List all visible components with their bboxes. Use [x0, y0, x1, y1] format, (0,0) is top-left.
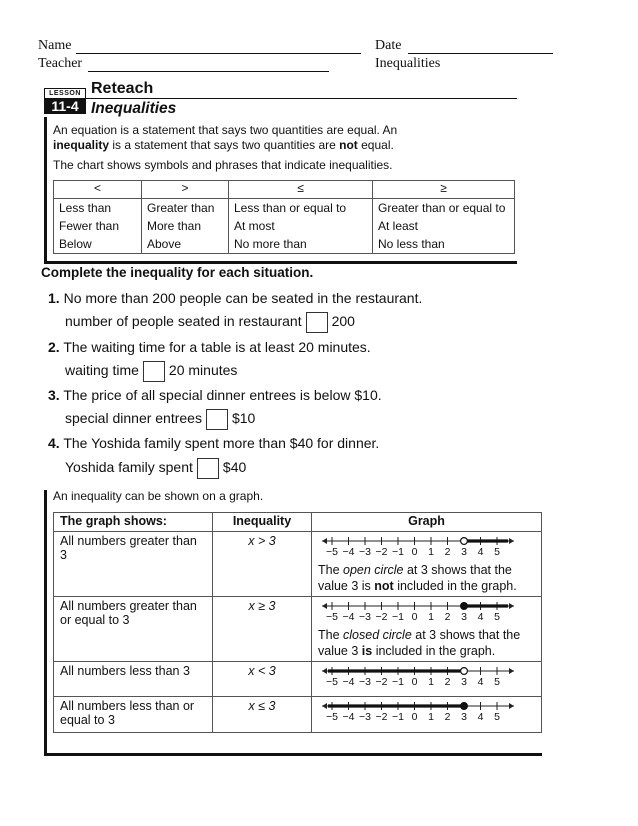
tick-label: −5: [326, 546, 338, 558]
phrase-cell: Greater than More than Above: [142, 199, 229, 254]
graph-table: [53, 512, 542, 733]
tick-label: 0: [411, 546, 418, 558]
tick-label: 1: [428, 676, 434, 688]
tick-label: −5: [326, 711, 338, 723]
tick-label: 4: [477, 611, 484, 623]
exercise-answer-4: Yoshida family spent $40: [65, 458, 246, 479]
name-label: Name: [38, 38, 72, 53]
tick-label: 5: [494, 611, 500, 623]
tick-label: 3: [461, 546, 467, 558]
graph-desc: All numbers less than 3: [54, 662, 213, 697]
symbol-less: <: [54, 181, 142, 199]
exercise-item-2: 2. The waiting time for a table is at least 20 minutes.: [48, 339, 371, 355]
graph-cell: [312, 597, 542, 662]
tick-label: −3: [359, 711, 371, 723]
lesson-badge: [44, 88, 86, 114]
graph-row: [54, 697, 542, 733]
symbol-less-equal: ≤: [229, 181, 373, 199]
tick-label: 0: [411, 611, 418, 623]
tick-label: −4: [342, 711, 355, 723]
symbol-phrases-row: [54, 199, 515, 254]
arrow-left: [322, 603, 327, 609]
lesson-number: 11-4: [44, 99, 86, 114]
answer-box-2[interactable]: [143, 361, 165, 382]
arrow-right: [509, 538, 514, 544]
symbol-header-row: [54, 181, 515, 199]
lesson-title: Reteach: [91, 80, 154, 97]
tick-label: 3: [461, 611, 467, 623]
tick-label: 5: [494, 711, 500, 723]
symbol-greater-equal: ≥: [373, 181, 515, 199]
tick-label: −1: [392, 546, 404, 558]
tick-label: −5: [326, 611, 338, 623]
exercise-answer-1: number of people seated in restaurant 200: [65, 312, 355, 333]
number-line-3: [318, 664, 518, 688]
exercise-item-3: 3. The price of all special dinner entrees is below $10.: [48, 387, 382, 403]
intro-paragraph: [53, 123, 513, 153]
graph-col-graph: Graph: [312, 513, 542, 532]
number-line-4: [318, 699, 518, 723]
tick-label: −2: [375, 546, 388, 558]
tick-label: −1: [392, 711, 404, 723]
tick-label: −4: [342, 611, 355, 623]
graph-col-shows: The graph shows:: [54, 513, 213, 532]
closed-circle: [461, 603, 468, 610]
graph-row: [54, 597, 542, 662]
tick-label: 2: [444, 546, 451, 558]
date-line[interactable]: [408, 53, 553, 54]
tick-label: −2: [375, 611, 388, 623]
phrase-cell: Less than or equal to At most No more than: [229, 199, 373, 254]
tick-label: 4: [477, 546, 484, 558]
inequality-term: inequality: [53, 138, 110, 152]
tick-label: 3: [461, 676, 467, 688]
number-line-2: [318, 599, 518, 623]
tick-label: 1: [428, 611, 434, 623]
reteach-frame-bottom: [44, 261, 517, 264]
tick-label: −3: [359, 676, 371, 688]
arrow-right: [509, 703, 514, 709]
graph-header-row: [54, 513, 542, 532]
reteach-frame-left: [44, 117, 47, 263]
lesson-subtitle: Inequalities: [91, 100, 177, 117]
exercise-item-1: 1. No more than 200 people can be seated in the restaurant.: [48, 290, 423, 306]
answer-box-1[interactable]: [306, 312, 328, 333]
tick-label: 2: [444, 711, 451, 723]
phrase-cell: Less than Fewer than Below: [54, 199, 142, 254]
symbol-table: [53, 180, 515, 254]
teacher-label: Teacher: [38, 56, 83, 71]
tick-label: 2: [444, 611, 451, 623]
exercise-answer-2: waiting time 20 minutes: [65, 361, 237, 382]
tick-label: −5: [326, 676, 338, 688]
graph-col-inequality: Inequality: [213, 513, 312, 532]
banner-rule: [44, 98, 517, 99]
graph-inequality: x > 3: [213, 532, 312, 597]
lesson-tag: LESSON: [44, 88, 86, 99]
tick-label: −4: [342, 676, 355, 688]
tick-label: −1: [392, 676, 404, 688]
graph-note-1: The open circle at 3 shows that the value 3 is not included in the graph.: [318, 563, 517, 593]
tick-label: 5: [494, 676, 500, 688]
tick-label: −2: [375, 711, 388, 723]
teacher-line[interactable]: [88, 71, 329, 72]
graph-row: [54, 662, 542, 697]
graph-note-2: The closed circle at 3 shows that the value 3 is included in the graph.: [318, 628, 521, 658]
subject-label: Inequalities: [375, 56, 441, 71]
intro-line-2: inequality is a statement that says two quantities are not equal.: [53, 138, 394, 152]
chart-intro: The chart shows symbols and phrases that indicate inequalities.: [53, 158, 393, 172]
intro-line-1: An equation is a statement that says two quantities are equal. An: [53, 123, 398, 137]
graph-intro: An inequality can be shown on a graph.: [53, 489, 264, 503]
answer-box-3[interactable]: [206, 409, 228, 430]
number-line-1: [318, 534, 518, 558]
exercise-heading: Complete the inequality for each situation.: [41, 265, 314, 280]
tick-label: 1: [428, 546, 434, 558]
arrow-right: [509, 668, 514, 674]
date-label: Date: [375, 38, 402, 53]
open-circle: [461, 668, 468, 675]
graph-desc: All numbers greater than or equal to 3: [54, 597, 213, 662]
open-circle: [461, 538, 468, 545]
tick-label: 0: [411, 711, 418, 723]
graph-cell: [312, 662, 542, 697]
graph-inequality: x ≥ 3: [213, 597, 312, 662]
graph-inequality: x ≤ 3: [213, 697, 312, 733]
tick-label: 5: [494, 546, 500, 558]
graph-desc: All numbers less than or equal to 3: [54, 697, 213, 733]
exercise-answer-3: special dinner entrees $10: [65, 409, 255, 430]
graph-frame-left: [44, 490, 47, 755]
graph-desc: All numbers greater than 3: [54, 532, 213, 597]
exercise-item-4: 4. The Yoshida family spent more than $40 for dinner.: [48, 435, 380, 451]
tick-label: 4: [477, 676, 484, 688]
graph-row: [54, 532, 542, 597]
tick-label: 2: [444, 676, 451, 688]
phrase-cell: Greater than or equal to At least No less than: [373, 199, 515, 254]
tick-label: −4: [342, 546, 355, 558]
symbol-greater: >: [142, 181, 229, 199]
closed-circle: [461, 703, 468, 710]
arrow-left: [322, 668, 327, 674]
tick-label: −1: [392, 611, 404, 623]
tick-label: −3: [359, 546, 371, 558]
graph-cell: [312, 697, 542, 733]
tick-label: 0: [411, 676, 418, 688]
name-line[interactable]: [76, 53, 361, 54]
tick-label: 4: [477, 711, 484, 723]
tick-label: 1: [428, 711, 434, 723]
arrow-right: [509, 603, 514, 609]
graph-cell: [312, 532, 542, 597]
graph-frame-bottom: [44, 753, 542, 756]
tick-label: −3: [359, 611, 371, 623]
arrow-left: [322, 538, 327, 544]
graph-inequality: x < 3: [213, 662, 312, 697]
tick-label: −2: [375, 676, 388, 688]
answer-box-4[interactable]: [197, 458, 219, 479]
arrow-left: [322, 703, 327, 709]
tick-label: 3: [461, 711, 467, 723]
